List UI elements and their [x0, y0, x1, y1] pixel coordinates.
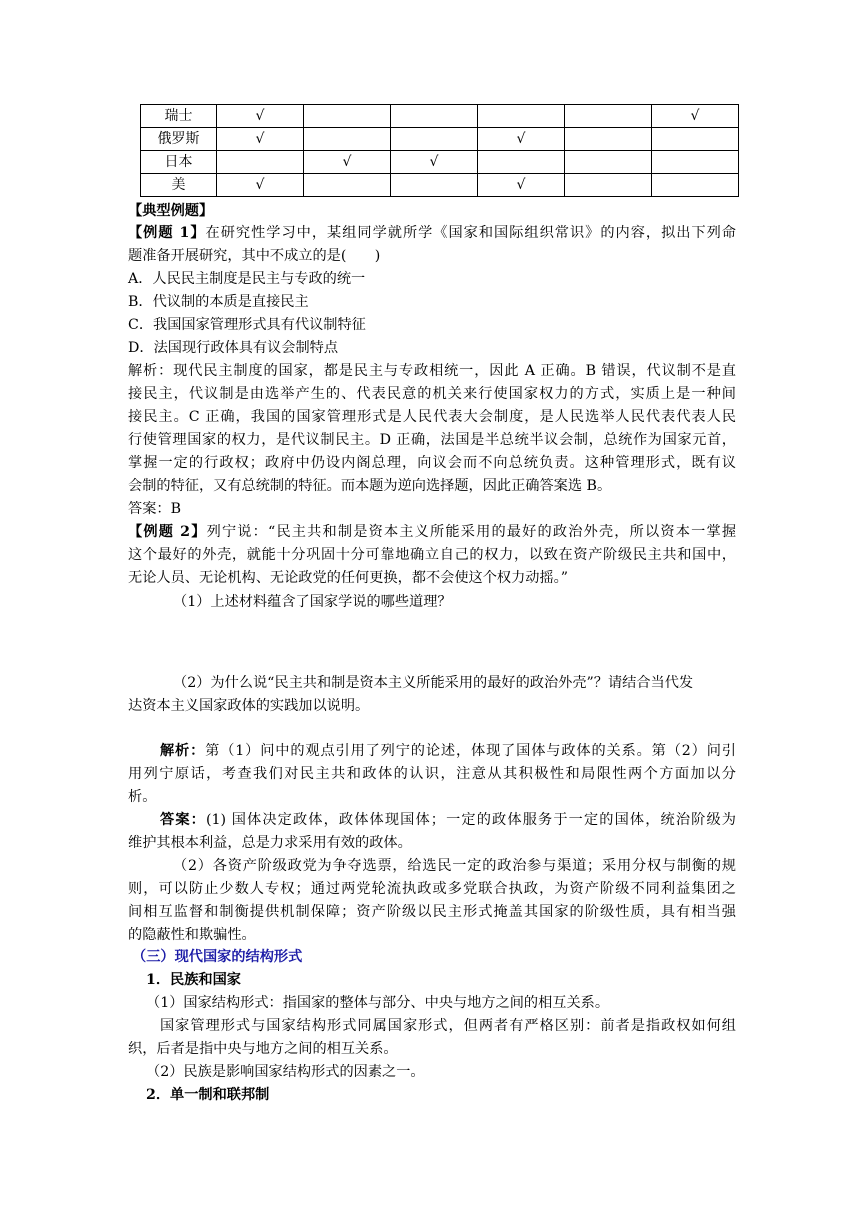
section3-subheading-1: 1．民族和国家	[146, 972, 241, 988]
example1-answer: 答案：B	[128, 501, 181, 517]
example1-question-line2: 题准备开展研究，其中不成立的是( )	[128, 248, 381, 264]
example1-label: 【例题 1】	[128, 225, 206, 241]
example2-subquestion-2-line1: （2）为什么说“民主共和制是资本主义所能采用的最好的政治外壳”？请结合当代发	[173, 675, 694, 691]
section-heading: 【典型例题】	[128, 203, 214, 219]
example2-analysis-label: 解析：	[160, 743, 206, 759]
table-cell	[652, 151, 739, 174]
example2-analysis-line2: 用列宁原话，考查我们对民主共和政体的认识，注意从其积极性和局限性两个方面加以分	[128, 766, 736, 782]
country-name-cell: 瑞士	[141, 105, 217, 128]
table-cell	[565, 174, 652, 197]
table-cell	[565, 128, 652, 151]
table-row	[141, 128, 739, 151]
table-cell	[652, 174, 739, 197]
table-row	[141, 174, 739, 197]
table-cell: √	[304, 151, 391, 174]
example1-analysis-line: 会制的特征，又有总统制的特征。而本题为逆向选择题，因此正确答案选 B。	[128, 478, 612, 494]
table-cell	[304, 128, 391, 151]
table-cell	[565, 105, 652, 128]
country-name-cell: 美	[141, 174, 217, 197]
table-cell: √	[391, 151, 478, 174]
section3-subheading-2: 2．单一制和联邦制	[146, 1087, 270, 1103]
example1-option-d: D．法国现行政体具有议会制特点	[128, 340, 339, 356]
example2-answer2-line: 则，可以防止少数人专权；通过两党轮流执政或多党联合执政，为资产阶级不同利益集团之	[128, 881, 736, 897]
example1-analysis-line: 行使管理国家的权力，是代议制民主。D 正确，法国是半总统半议会制，总统作为国家元首，	[128, 432, 736, 448]
table-cell: √	[217, 105, 304, 128]
example1-option-c: C．我国国家管理形式具有代议制特征	[128, 317, 366, 333]
table-cell	[652, 128, 739, 151]
example2-subquestion-2-line2: 达资本主义国家政体的实践加以说明。	[128, 698, 370, 714]
example2-answer-line1: 答案：(1) 国体决定政体，政体体现国体；一定的政体服务于一定的国体，统治阶级为	[160, 812, 736, 828]
example2-answer2-line: 间相互监督和制衡提供机制保障；资产阶级以民主形式掩盖其国家的阶级性质，具有相当强	[128, 904, 736, 920]
example2-subquestion-1: （1）上述材料蕴含了国家学说的哪些道理？	[173, 594, 452, 610]
section3-paragraph-1: （1）国家结构形式：指国家的整体与部分、中央与地方之间的相互关系。	[146, 995, 610, 1011]
table-cell	[391, 174, 478, 197]
table-cell	[478, 151, 565, 174]
section3-paragraph-2-line2: 织，后者是指中央与地方之间的相互关系。	[128, 1041, 398, 1057]
example1-question-line1: 【例题 1】在研究性学习中，某组同学就所学《国家和国际组织常识》的内容，拟出下列命	[128, 225, 736, 241]
example2-analysis-line3: 析。	[128, 789, 157, 805]
country-table	[140, 104, 739, 197]
table-row	[141, 105, 739, 128]
table-cell	[565, 151, 652, 174]
section3-paragraph-2-line1: 国家管理形式与国家结构形式同属国家形式，但两者有严格区别：前者是指政权如何组	[160, 1018, 736, 1034]
table-cell: √	[478, 128, 565, 151]
section3-heading: （三）现代国家的结构形式	[132, 949, 303, 965]
example2-answer2-line: （2）各资产阶级政党为争夺选票，给选民一定的政治参与渠道；采用分权与制衡的规	[173, 858, 736, 874]
table-cell: √	[478, 174, 565, 197]
country-name-cell: 日本	[141, 151, 217, 174]
country-name-cell: 俄罗斯	[141, 128, 217, 151]
example2-label: 【例题 2】	[128, 524, 207, 540]
example2-answer-line2: 维护其根本利益，总是力求采用有效的政体。	[128, 835, 412, 851]
table-cell	[391, 128, 478, 151]
table-cell	[304, 105, 391, 128]
table-cell: √	[652, 105, 739, 128]
table-row	[141, 151, 739, 174]
table-cell: √	[217, 174, 304, 197]
section3-paragraph-3: （2）民族是影响国家结构形式的因素之一。	[146, 1064, 425, 1080]
example2-answer2-line: 的隐蔽性和欺骗性。	[128, 927, 256, 943]
example2-question-line1: 【例题 2】列宁说：“民主共和制是资本主义所能采用的最好的政治外壳，所以资本一掌握	[128, 524, 737, 540]
example2-analysis-line1: 解析：第（1）问中的观点引用了列宁的论述，体现了国体与政体的关系。第（2）问引	[160, 743, 736, 759]
example2-question-line3: 无论人员、无论机构、无论政党的任何更换，都不会使这个权力动摇。”	[128, 570, 568, 586]
example1-analysis-line: 接民主，代议制是由选举产生的、代表民意的机关来行使国家权力的方式，实质上是一种间	[128, 386, 736, 402]
example1-analysis-line: 掌握一定的行政权；政府中仍设内阁总理，向议会而不向总统负责。这种管理形式，既有议	[128, 455, 736, 471]
table-cell	[391, 105, 478, 128]
example2-question-line2: 这个最好的外壳，就能十分巩固十分可靠地确立自己的权力，以致在资产阶级民主共和国中，	[128, 547, 736, 563]
table-cell: √	[217, 128, 304, 151]
example1-analysis-line: 解析：现代民主制度的国家，都是民主与专政相统一，因此 A 正确。B 错误，代议制不是直	[128, 363, 736, 379]
example2-answer-label: 答案：	[160, 812, 206, 828]
example1-analysis-line: 接民主。C 正确，我国的国家管理形式是人民代表大会制度，是人民选举人民代表代表人民	[128, 409, 736, 425]
table-cell	[478, 105, 565, 128]
table-cell	[217, 151, 304, 174]
example1-option-b: B．代议制的本质是直接民主	[128, 294, 309, 310]
example1-option-a: A．人民民主制度是民主与专政的统一	[128, 271, 366, 287]
table-cell	[304, 174, 391, 197]
